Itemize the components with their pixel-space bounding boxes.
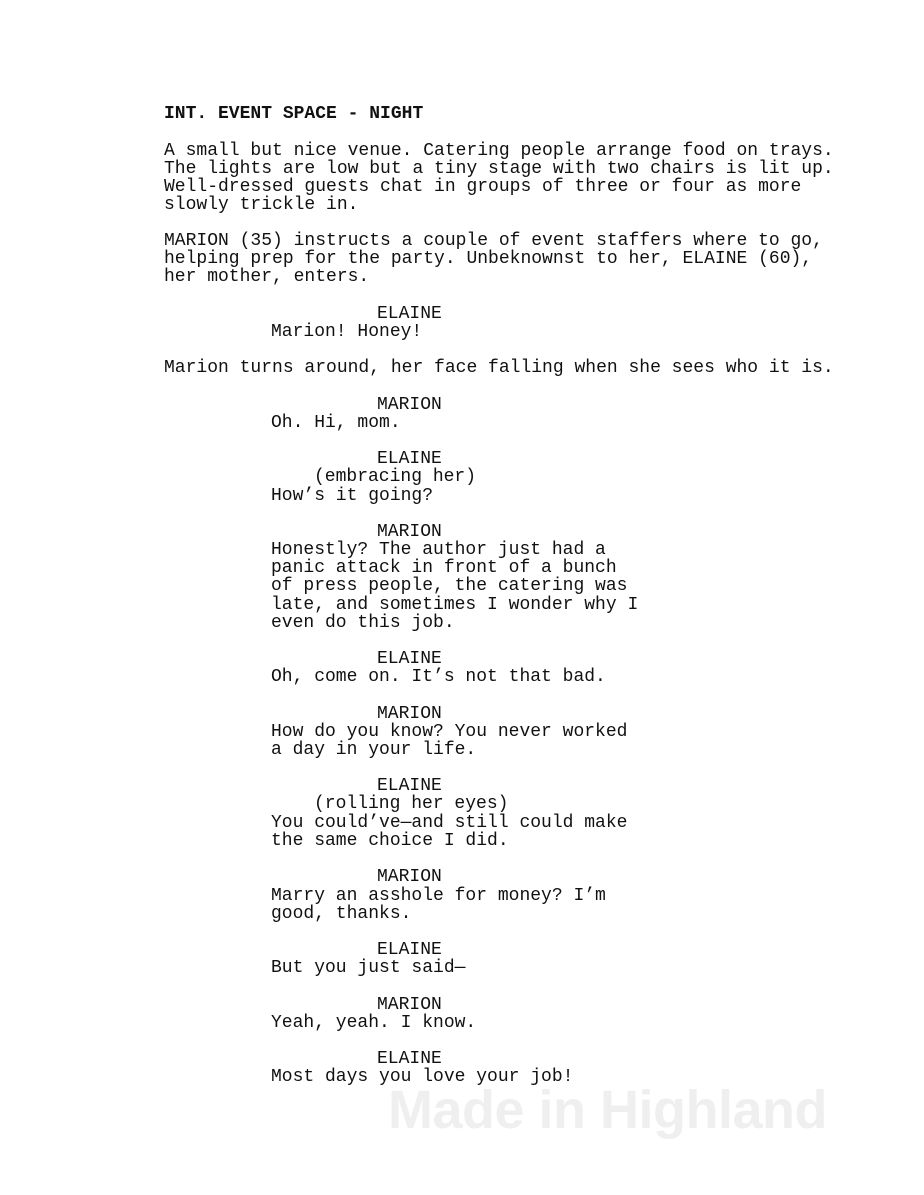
dialogue-line: But you just said— <box>271 958 466 978</box>
dialogue-line: late, and sometimes I wonder why I <box>271 595 639 615</box>
character-name: ELAINE <box>377 776 442 796</box>
dialogue-line: Marion! Honey! <box>271 322 423 342</box>
dialogue-line: even do this job. <box>271 613 455 633</box>
dialogue-line: panic attack in front of a bunch <box>271 558 617 578</box>
character-name: ELAINE <box>377 304 442 324</box>
character-name: MARION <box>377 995 442 1015</box>
dialogue-line: good, thanks. <box>271 904 412 924</box>
action-line: The lights are low but a tiny stage with two chairs is lit up. <box>164 159 834 179</box>
dialogue-line: Most days you love your job! <box>271 1067 574 1087</box>
action-line: slowly trickle in. <box>164 195 359 215</box>
action-line: A small but nice venue. Catering people arrange food on trays. <box>164 141 834 161</box>
character-name: MARION <box>377 522 442 542</box>
action-line: Well-dressed guests chat in groups of three or four as more <box>164 177 802 197</box>
dialogue-line: Oh. Hi, mom. <box>271 413 401 433</box>
dialogue-line: of press people, the catering was <box>271 576 628 596</box>
character-name: ELAINE <box>377 649 442 669</box>
dialogue-line: Marry an asshole for money? I’m <box>271 886 606 906</box>
character-name: ELAINE <box>377 1049 442 1069</box>
character-name: ELAINE <box>377 940 442 960</box>
character-name: ELAINE <box>377 449 442 469</box>
parenthetical: (embracing her) <box>314 467 477 487</box>
dialogue-line: the same choice I did. <box>271 831 509 851</box>
character-name: MARION <box>377 867 442 887</box>
action-line: helping prep for the party. Unbeknownst to her, ELAINE (60), <box>164 249 813 269</box>
watermark: Made in Highland <box>388 1080 828 1140</box>
scene-heading: INT. EVENT SPACE - NIGHT <box>164 104 424 124</box>
dialogue-line: Yeah, yeah. I know. <box>271 1013 477 1033</box>
dialogue-line: Honestly? The author just had a <box>271 540 606 560</box>
action-line: Marion turns around, her face falling when she sees who it is. <box>164 358 834 378</box>
action-line: her mother, enters. <box>164 267 370 287</box>
action-line: MARION (35) instructs a couple of event staffers where to go, <box>164 231 823 251</box>
character-name: MARION <box>377 704 442 724</box>
dialogue-line: How’s it going? <box>271 486 434 506</box>
dialogue-line: How do you know? You never worked <box>271 722 628 742</box>
parenthetical: (rolling her eyes) <box>314 794 509 814</box>
dialogue-line: Oh, come on. It’s not that bad. <box>271 667 606 687</box>
dialogue-line: You could’ve—and still could make <box>271 813 628 833</box>
character-name: MARION <box>377 395 442 415</box>
dialogue-line: a day in your life. <box>271 740 477 760</box>
